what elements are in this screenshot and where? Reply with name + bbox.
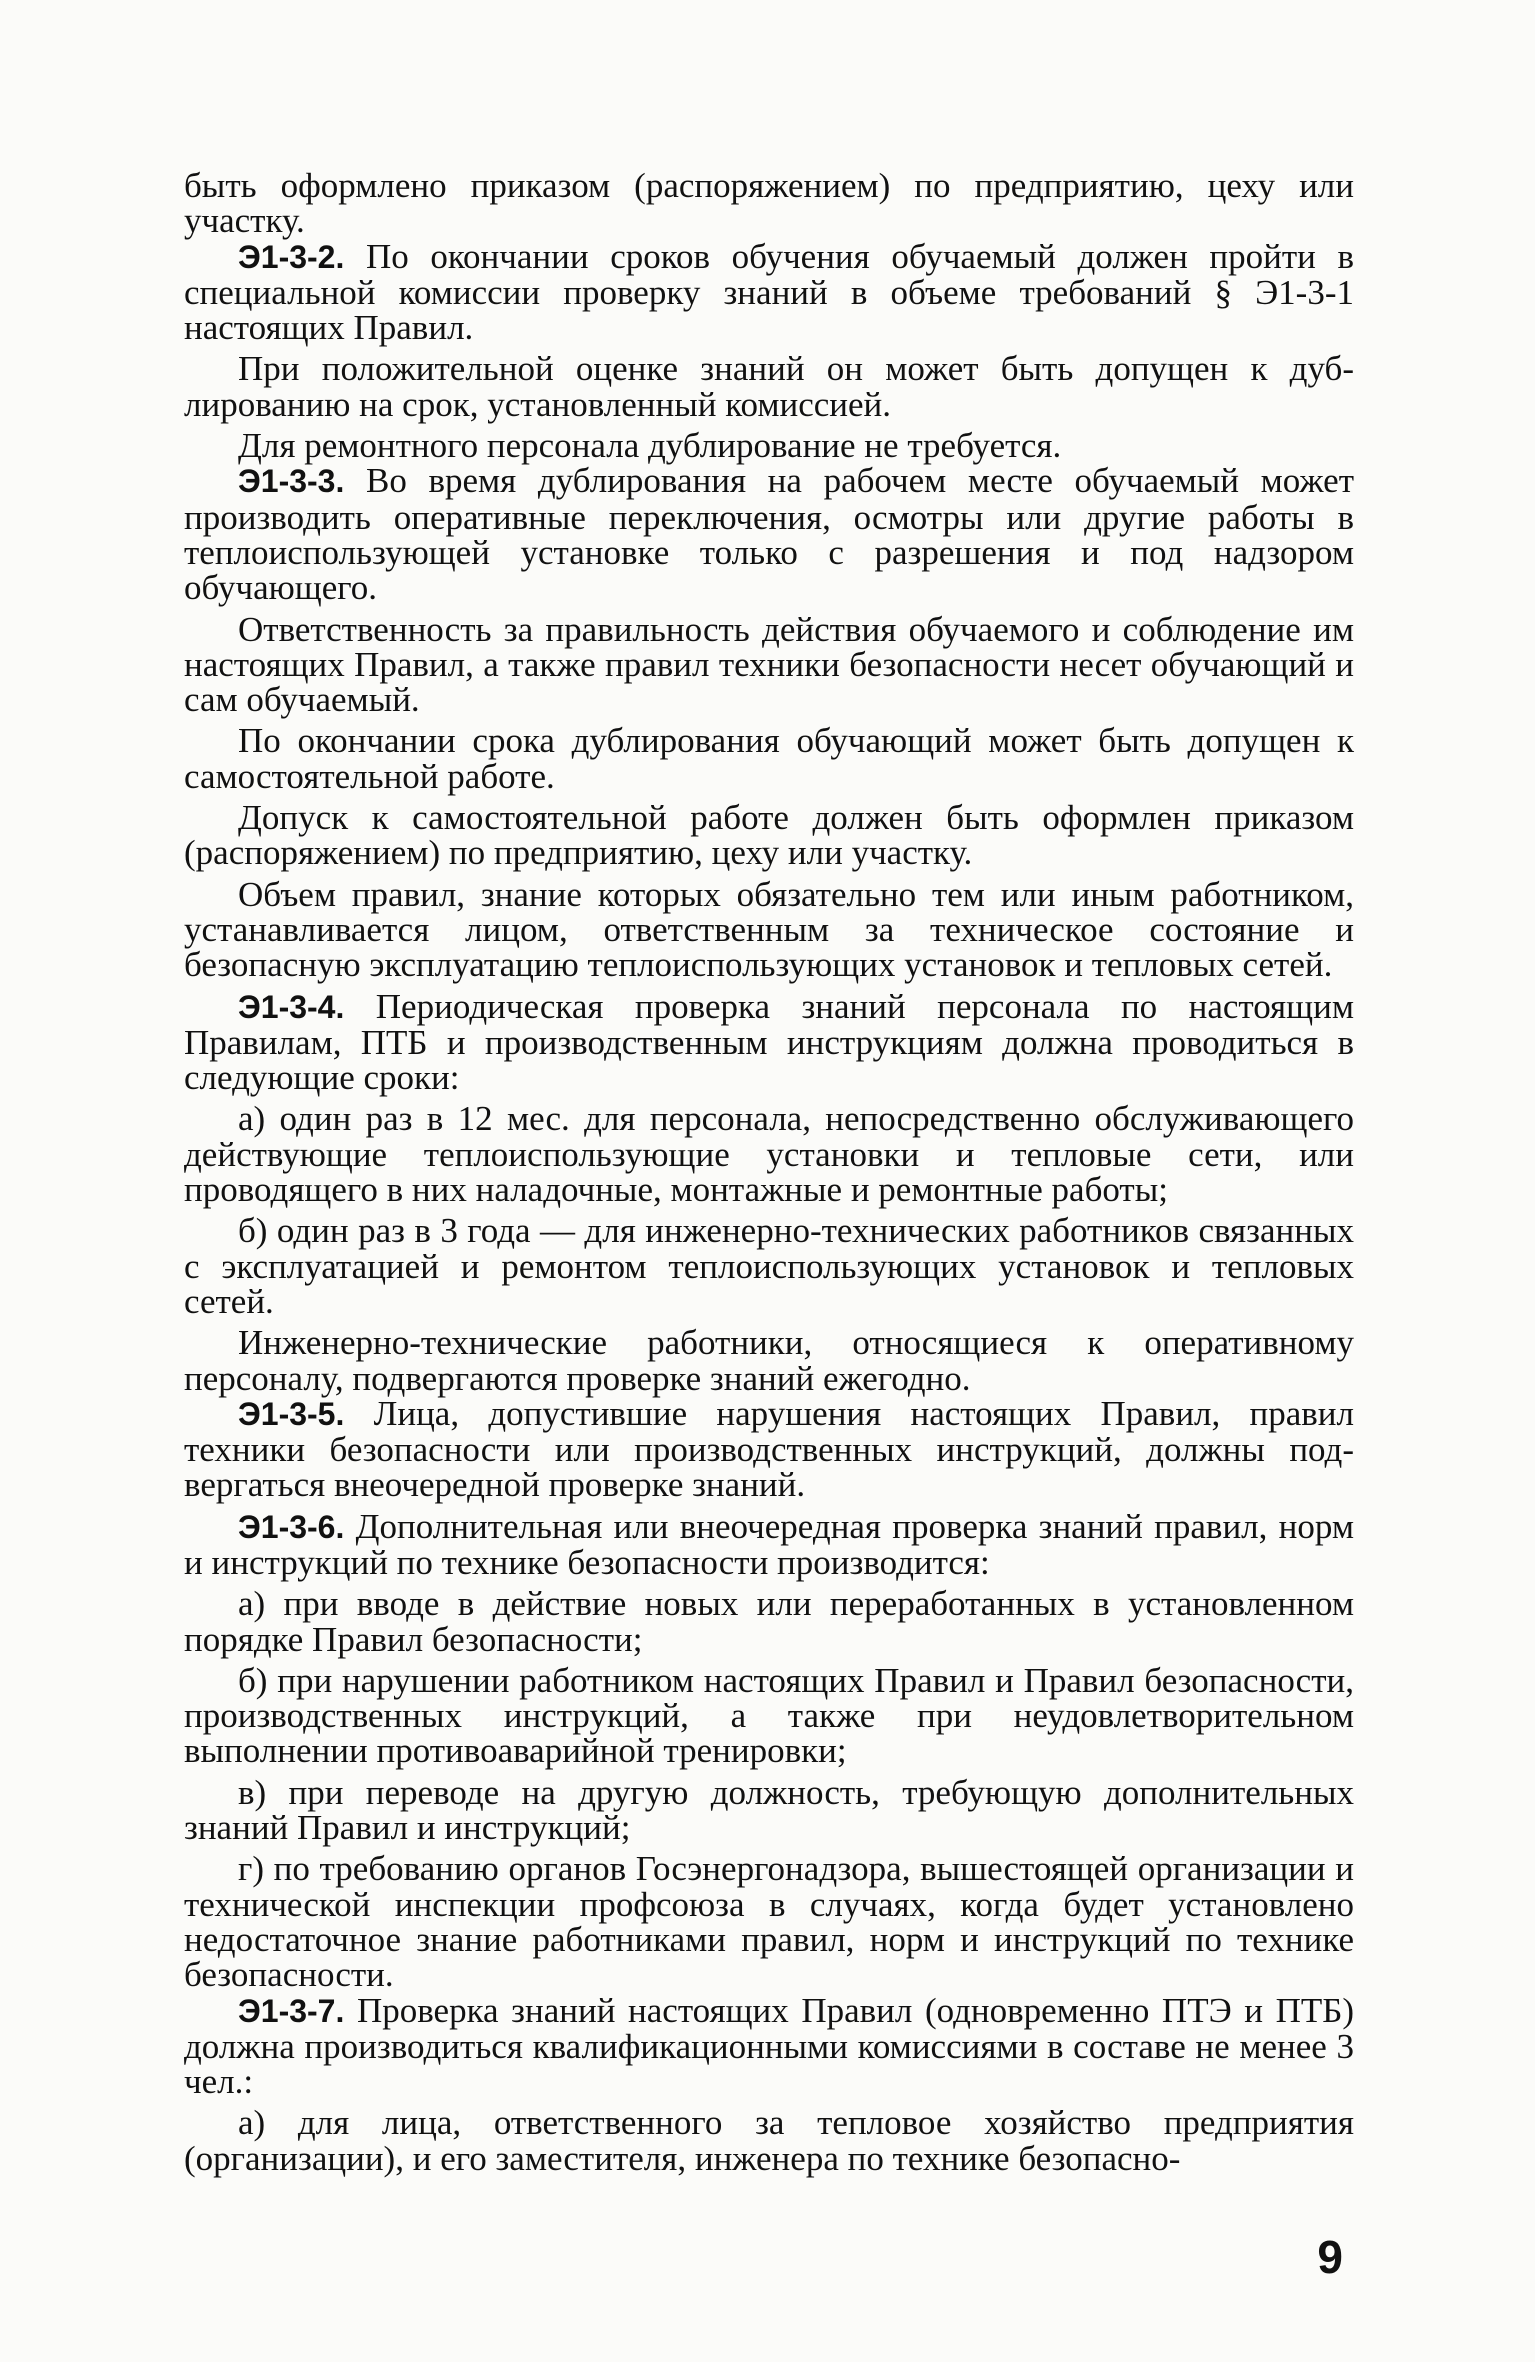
list-item: а) один раз в 12 мес. для персонала, непосредственно обслуживающего действующие теплоиспользующие установки и тепловые сети, или проводящего в них наладочные, монтажные и ремонтные работы; — [184, 1099, 1354, 1210]
paragraph — [184, 986, 1354, 1098]
paragraph — [184, 1990, 1354, 2102]
paragraph: Для ремонтного персонала дублирование не требуется. — [238, 426, 1062, 466]
paragraph-text: Проверка знаний настоящих Правил (одновременно ПТЭ и ПТБ) должна производиться квалификационными комиссиями в составе не менее 3 чел.: — [184, 1990, 1354, 2102]
paragraph-text: Дополнительная или внеочередная проверка знаний правил, норм и инструкций по технике безопасности производится: — [184, 1506, 1354, 1582]
list-item: а) при вводе в действие новых или переработанных в установленном порядке Правил безопасности; — [184, 1584, 1354, 1659]
paragraph: По окончании срока дублирования обучающий может быть допущен к самостоятельной работе. — [184, 721, 1354, 796]
list-item: б) при нарушении работником настоящих Правил и Правил безопасности, производственных инструкций, а также при неудовлетворительном выполнении противоаварийной тренировки; — [184, 1660, 1354, 1771]
paragraph-text: По окончании сроков обучения обучаемый должен пройти в специальной комиссии проверку знаний в объеме требований § Э1-3-1 настоящих Правил. — [184, 236, 1354, 348]
paragraph: Допуск к самостоятельной работе должен быть оформлен приказом (распоряжением) по предприятию, цеху или участку. — [184, 798, 1354, 873]
paragraph — [184, 236, 1354, 348]
section-number: Э1-3-5. — [238, 1395, 345, 1432]
list-item: б) один раз в 3 года — для инженерно-технических работников связанных с эксплуатацией и ремонтом теплоиспользующих установок и тепловых сетей. — [184, 1211, 1354, 1321]
paragraph: Ответственность за правильность действия обучаемого и соблюдение им настоящих Правил, а также правил техники безопасности несет обучающий и сам обучаемый. — [184, 609, 1354, 720]
paragraph-text: Во время дублирования на рабочем месте обучаемый может производить оперативные переключения, осмотры или другие работы в теплоиспользующей установке только с разрешения и под надзором обучающего. — [184, 461, 1354, 608]
section-number: Э1-3-2. — [238, 238, 345, 275]
paragraph-text: Периодическая проверка знаний персонала по настоящим Правилам, ПТБ и производственным инструкциям должна проводиться в следующие сроки: — [184, 986, 1354, 1098]
paragraph: быть оформлено приказом (распоряжением) по предприятию, цеху или участку. — [184, 166, 1354, 241]
list-item: г) по требованию органов Госэнергонадзора, вышестоящей организации и технической инспекции профсоюза в случаях, когда будет установлено недостаточное знание работниками правил, норм и инструкций по технике безопасности. — [184, 1849, 1354, 1995]
list-item: а) для лица, ответственного за тепловое хозяйство предприятия (организации), и его заместителя, инженера по технике безопасно- — [184, 2103, 1354, 2178]
paragraph: Инженерно-технические работники, относящиеся к оперативному персоналу, подвергаются проверке знаний ежегодно. — [184, 1323, 1354, 1398]
section-number: Э1-3-7. — [238, 1992, 345, 2029]
paragraph — [184, 1506, 1354, 1582]
paragraph — [184, 1393, 1354, 1505]
section-number: Э1-3-6. — [238, 1508, 345, 1545]
page-number: 9 — [1317, 2231, 1343, 2283]
section-number: Э1-3-3. — [238, 463, 345, 500]
body-text — [184, 168, 1354, 2176]
paragraph: Объем правил, знание которых обязательно тем или иным работником, устанавливается лицом, ответственным за техническое состояние и безопасную эксплуатацию теплоиспользующих установок и тепловых сетей. — [184, 874, 1354, 985]
paragraph-text: Лица, допустившие нарушения настоящих Правил, правил техники безопасности или производственных инструкций, должны подвергаться внеочередной проверке знаний. — [184, 1393, 1354, 1505]
paragraph — [184, 461, 1354, 608]
section-number: Э1-3-4. — [238, 988, 345, 1025]
paragraph: При положительной оценке знаний он может быть допущен к дублированию на срок, установленный комиссией. — [184, 349, 1354, 424]
list-item: в) при переводе на другую должность, требующую дополнительных знаний Правил и инструкций; — [184, 1772, 1354, 1848]
